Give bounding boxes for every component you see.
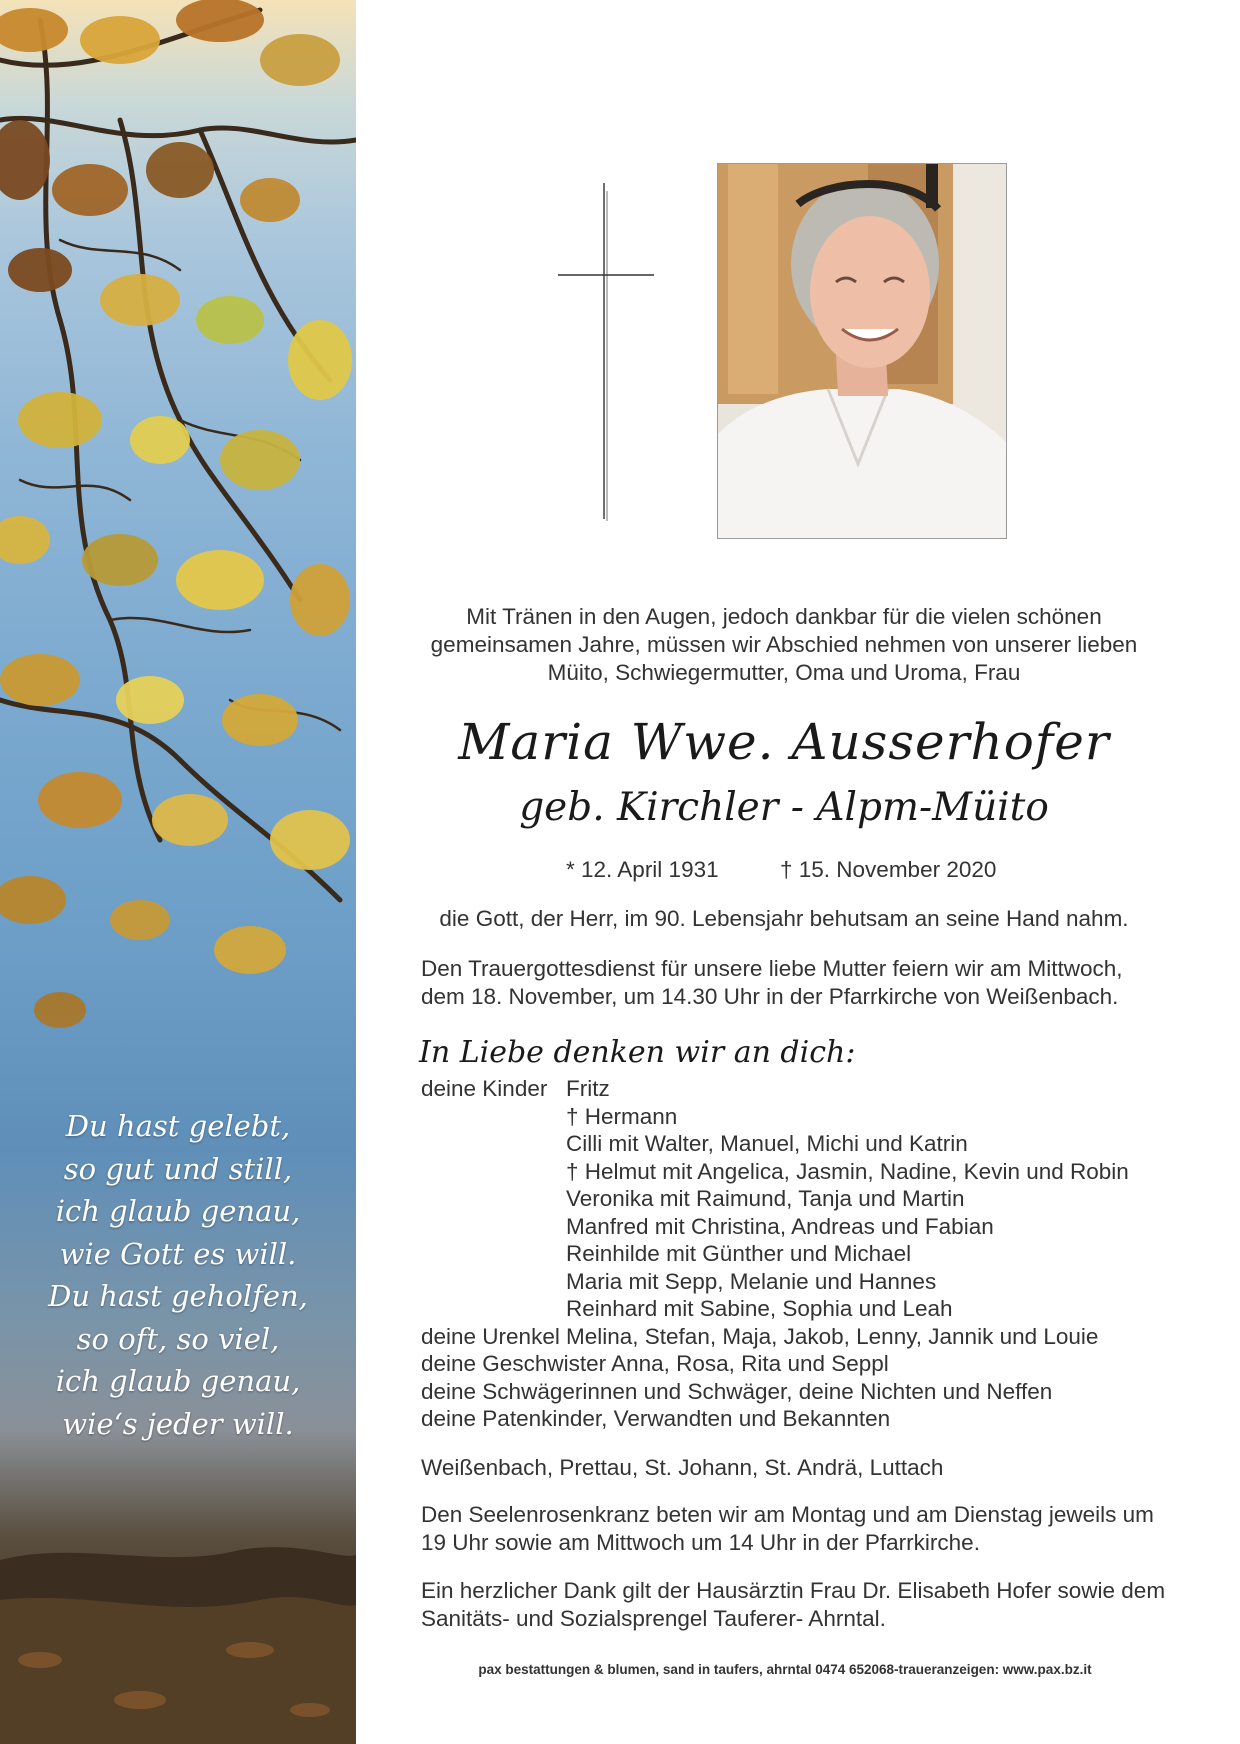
mourner-row (421, 1158, 1161, 1186)
mourner-extra-text: deine Patenkinder, Verwandten und Bekannten (421, 1406, 891, 1431)
mourner-extra (421, 1378, 1161, 1406)
side-photo-panel (0, 0, 356, 1744)
mourner-value: Fritz (566, 1076, 610, 1101)
places-text: Weißenbach, Prettau, St. Johann, St. Andrä, Luttach (421, 1455, 944, 1480)
latin-cross-icon (556, 183, 656, 523)
mourner-row (421, 1268, 1161, 1296)
poem-line: Du hast geholfen, (48, 1279, 308, 1313)
mourner-row (421, 1213, 1161, 1241)
poem-line: wie Gott es will. (59, 1236, 297, 1271)
portrait-illustration (718, 164, 1007, 539)
mourner-value: Maria mit Sepp, Melanie und Hannes (566, 1268, 937, 1294)
mourner-value: Cilli mit Walter, Manuel, Michi und Katrin (566, 1131, 968, 1156)
maiden-name: geb. Kirchler - Alpm-Müito (519, 785, 1049, 830)
mourner-value: Reinhilde mit Günther und Michael (566, 1241, 912, 1266)
poem-line: Du hast gelebt, (65, 1109, 291, 1143)
service-text (421, 955, 1151, 1010)
mourner-extra-text: deine Schwägerinnen und Schwäger, deine Nichten und Neffen (421, 1378, 1053, 1404)
mourners-list (421, 1075, 1161, 1433)
deceased-name: Maria Wwe. Ausserhofer (458, 713, 1110, 771)
passed-text: die Gott, der Herr, im 90. Lebensjahr behutsam an seine Hand nahm. (439, 906, 1129, 931)
mourner-row (421, 1295, 1161, 1323)
service-line: Den Trauergottesdienst für unsere liebe Mutter feiern wir am Mittwoch, (421, 956, 1123, 981)
service-line: dem 18. November, um 14.30 Uhr in der Pfarrkirche von Weißenbach. (421, 983, 1119, 1009)
mourner-label: deine Urenkel (421, 1323, 560, 1349)
intro-line: Müito, Schwiegermutter, Oma und Uroma, Frau (547, 660, 1021, 685)
intro-text (420, 603, 1148, 687)
mourner-row (421, 1103, 1161, 1131)
thanks-text (421, 1577, 1166, 1632)
poem-line: ich glaub genau, (55, 1194, 301, 1228)
birth-date: * 12. April 1931 (566, 857, 719, 882)
poem-line: wie‘s jeder will. (62, 1406, 294, 1441)
rosary-line: 19 Uhr sowie am Mittwoch um 14 Uhr in der Pfarrkirche. (421, 1529, 980, 1555)
mourner-value: † Hermann (566, 1103, 678, 1129)
poem-line: ich glaub genau, (55, 1364, 301, 1398)
autumn-lake-photo (0, 0, 356, 1744)
intro-line: gemeinsamen Jahre, müssen wir Abschied nehmen von unserer lieben (430, 632, 1138, 657)
mourner-value: Melina, Stefan, Maja, Jakob, Lenny, Jannik und Louie (566, 1323, 1099, 1349)
mourner-value: Reinhard mit Sabine, Sophia und Leah (566, 1296, 953, 1321)
mourner-label: deine Kinder (421, 1076, 548, 1101)
mourner-row (421, 1075, 1161, 1103)
mourner-value: † Helmut mit Angelica, Jasmin, Nadine, Kevin und Robin (566, 1158, 1129, 1184)
intro-line: Mit Tränen in den Augen, jedoch dankbar für die vielen schönen (466, 604, 1102, 629)
poem-line: so gut und still, (63, 1151, 293, 1186)
mourner-row (421, 1130, 1161, 1158)
mourner-value: Veronika mit Raimund, Tanja und Martin (566, 1186, 965, 1211)
thanks-line: Ein herzlicher Dank gilt der Hausärztin Frau Dr. Elisabeth Hofer sowie dem (421, 1578, 1166, 1603)
death-date: † 15. November 2020 (780, 857, 997, 882)
footer-imprint: pax bestattungen & blumen, sand in taufers, ahrntal 0474 652068-traueranzeigen: www.pax.bz.it (478, 1662, 1092, 1677)
poem-line: so oft, so viel, (76, 1321, 280, 1356)
rosary-text (421, 1501, 1154, 1556)
mourner-row (421, 1323, 1161, 1351)
mourner-row (421, 1240, 1161, 1268)
thanks-line: Sanitäts- und Sozialsprengel Tauferer- Ahrntal. (421, 1605, 886, 1631)
rosary-line: Den Seelenrosenkranz beten wir am Montag und am Dienstag jeweils um (421, 1502, 1154, 1527)
mourner-extra (421, 1350, 1161, 1378)
mourners-heading: In Liebe denken wir an dich: (419, 1035, 856, 1070)
mourner-row (421, 1185, 1161, 1213)
mourner-extra-text: deine Geschwister Anna, Rosa, Rita und Seppl (421, 1351, 889, 1376)
mourner-extra (421, 1405, 1161, 1433)
portrait-photo (717, 163, 1007, 539)
poem (0, 1105, 356, 1445)
mourner-value: Manfred mit Christina, Andreas und Fabian (566, 1213, 994, 1239)
